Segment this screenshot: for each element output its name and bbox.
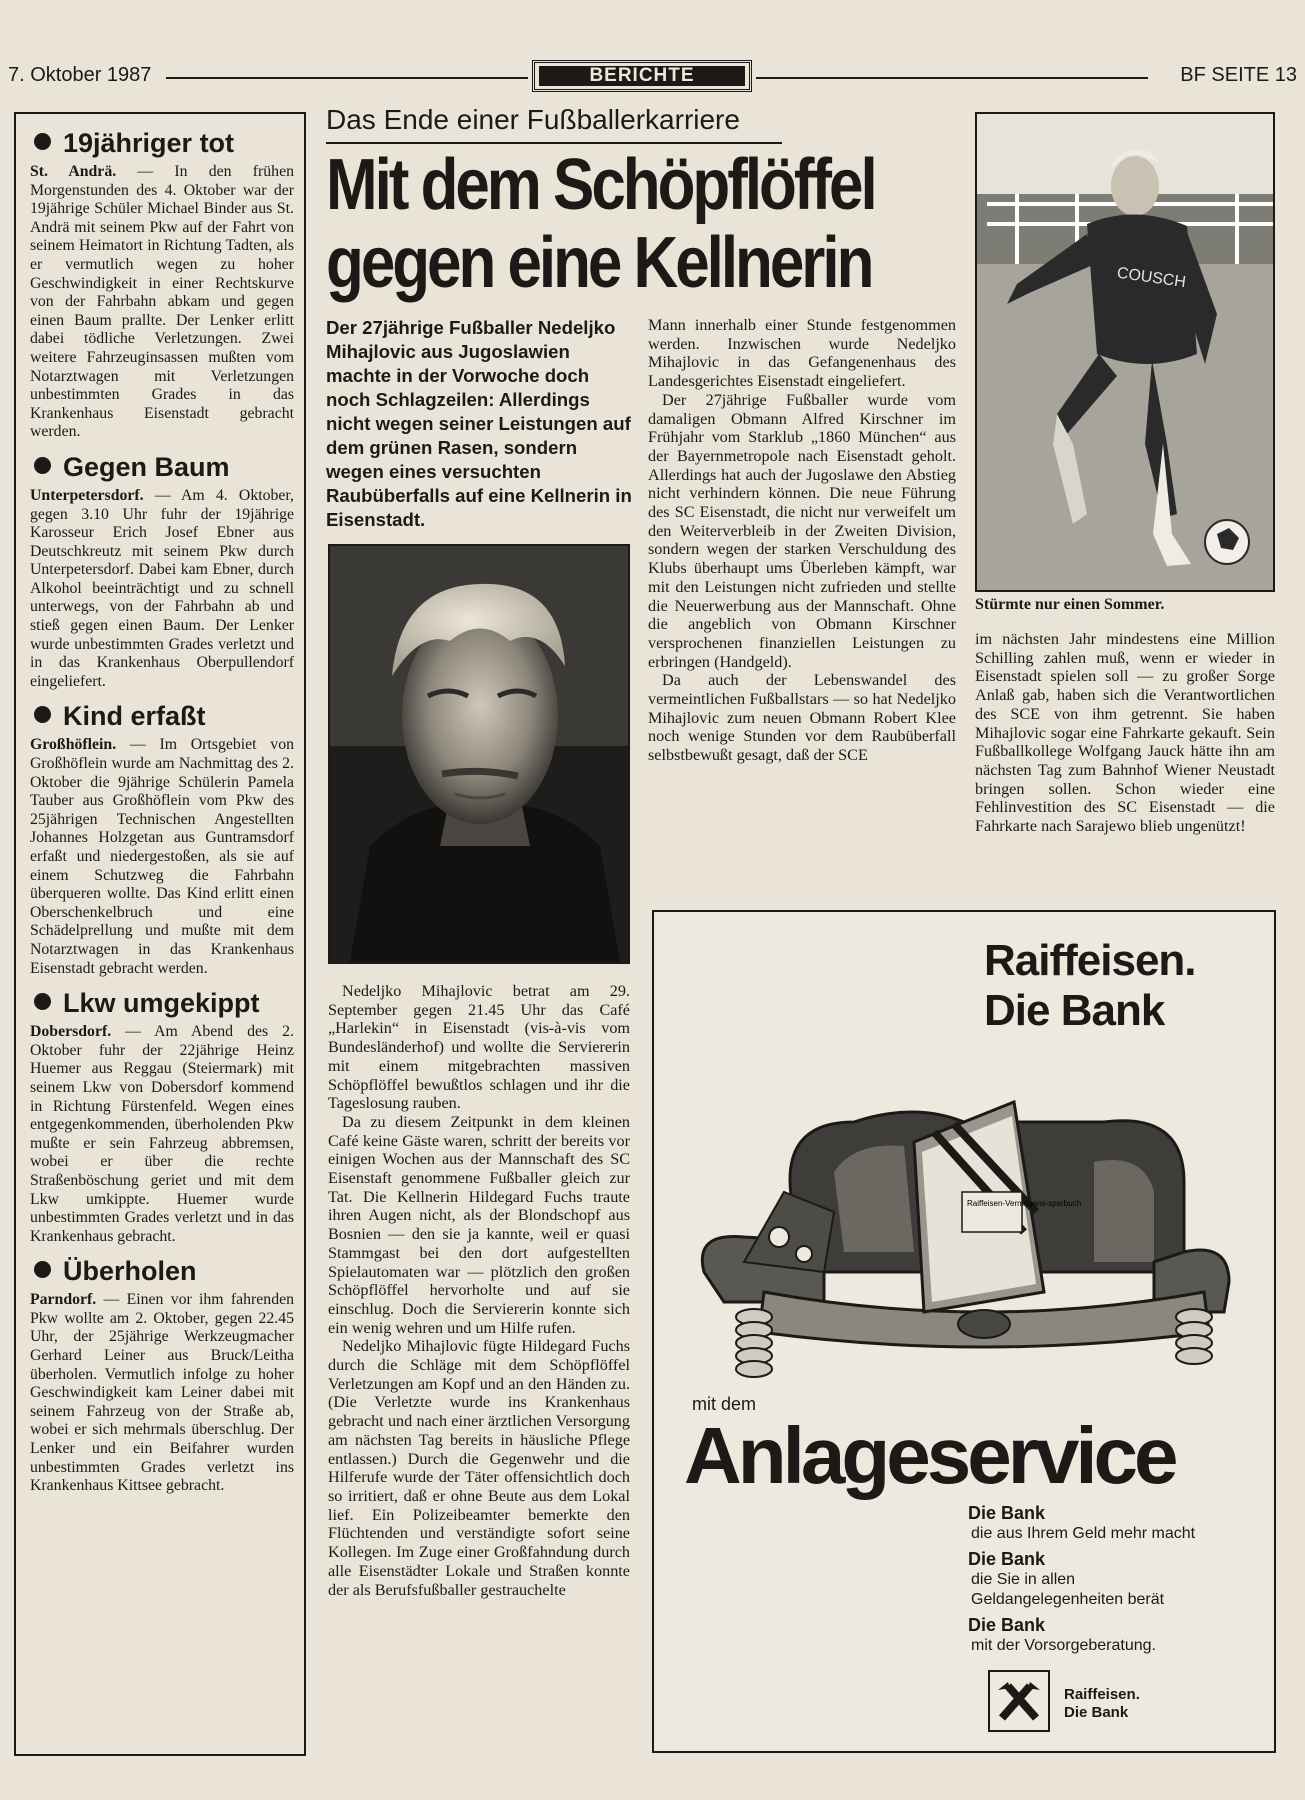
article-kicker: Das Ende einer Fußballerkarriere	[326, 104, 740, 135]
ad-brand	[984, 936, 1196, 1036]
ad-logo-line-2: Die Bank	[1064, 1704, 1129, 1721]
ad-slogan: Anlageservice	[684, 1411, 1175, 1500]
ad-benefit-text: Geldangelegenheiten berät	[971, 1591, 1165, 1608]
header-rule-left	[166, 77, 528, 79]
portrait-photo	[328, 544, 630, 964]
article-paragraph: Mann innerhalb einer Stunde festgenommen werden. Inzwischen wurde Nedeljko Mihajlovic in das Gefangenenhaus des Landesgerichtes Eisenstadt eingeliefert.	[648, 316, 956, 391]
news-item-title: Kind erfaßt	[30, 701, 294, 732]
page-number: BF SEITE 13	[1180, 64, 1297, 86]
article-paragraph: Nedeljko Mihajlovic betrat am 29. September gegen 21.45 Uhr das Café „Harlekin“ in Eisenstadt (vis-à-vis vom Bundesländerhof) und wollte die Serviererin mit einem mitgebrachten massiven Schöpflöffel bewußtlos schlagen und ihr die Tageslosung rauben.	[328, 982, 630, 1113]
bullet-icon	[34, 457, 51, 474]
armchair-illustration	[684, 1062, 1244, 1382]
issue-date: 7. Oktober 1987	[8, 64, 152, 86]
article-column-2	[648, 316, 956, 765]
news-place: St. Andrä.	[30, 163, 117, 180]
news-item-3	[30, 701, 294, 978]
ad-mit-dem: mit dem	[692, 1394, 757, 1414]
news-item-5	[30, 1256, 294, 1496]
bullet-icon	[34, 1261, 51, 1278]
ad-logo-line-1: Raiffeisen.	[1064, 1686, 1140, 1703]
svg-text:COUSCH: COUSCH	[1115, 264, 1187, 292]
article-column-1	[328, 982, 630, 1599]
news-place: Dobersdorf.	[30, 1023, 112, 1041]
article-paragraph: Nedeljko Mihajlovic fügte Hildegard Fuchs durch die Schläge mit dem Schöpflöffel Verletzungen am Kopf und an den Händen zu. (Die Verletzte wurde ins Krankenhaus gebracht und nach einer ärztlichen Versorgung am nächsten Tag bereits in häusliche Pflege entlassen.) Durch die Gegenwehr und die Hilferufe wurde der Täter offensichtlich doch so irritiert, daß er ohne Beute aus dem Lokal lief. Ein Polizeibeamter bemerkte den Flüchtenden und verständigte sofort seine Kollegen. Im Zuge einer Großfahndung durch alle Eisenstädter Lokale und Straßen konnte der als Berufsfußballer gestrauchelte	[328, 1337, 630, 1599]
bullet-icon	[34, 993, 51, 1010]
ad-benefit-text: mit der Vorsorgeberatung.	[971, 1637, 1156, 1654]
photo-caption: Stürmte nur einen Sommer.	[975, 596, 1165, 613]
ad-benefit-title: Die Bank	[968, 1549, 1046, 1569]
raiffeisen-advertisement	[652, 910, 1276, 1753]
bullet-icon	[34, 706, 51, 723]
booklet-label: Raiffeisen-Vermögens-sparbuch	[967, 1199, 1082, 1208]
news-item-text: St. Andrä. — In den frühen Morgenstunden des 4. Oktober war der 19jährige Schüler Michael Binder aus St. Andrä mit seinem Pkw auf der Fahrt von seinem Heimatort in Richtung Tadten, als er vermutlich wegen zu hoher Geschwindigkeit in einer Rechtskurve von der Fahrbahn abkam und gegen einen Baum prallte. Der Lenker erlitt dabei tödliche Verletzungen. Zwei weitere Fahrzeuginsassen mußten vom Notarztwagen mit Verletzungen unbestimmten Grades in das Krankenhaus Eisenstadt gebracht werden.	[30, 163, 294, 441]
short-news-column	[14, 112, 306, 1756]
section-label: BERICHTE	[539, 66, 745, 86]
news-item-text: Dobersdorf. — Am Abend des 2. Oktober fuhr der 22jährige Heinz Huemer aus Reggau (Steiermark) mit seinem Lkw von Dobersdorf kommend in Richtung Fürstenfeld. Wegen eines entgegenkommenden, überholenden Pkw mußte er sein Fahrzeug abbremsen, wobei er über die rechte Straßenböschung geriet und mit dem Lkw umkippte. Huemer wurde unbestimmten Grades verletzt und in das Krankenhaus gebracht.	[30, 1023, 294, 1245]
football-image	[977, 114, 1273, 590]
ad-benefit-text: die aus Ihrem Geld mehr macht	[971, 1525, 1196, 1542]
ad-brand-line-1: Raiffeisen.	[984, 936, 1196, 985]
news-item-1	[30, 128, 294, 442]
news-item-text: Unterpetersdorf. — Am 4. Oktober, gegen 3.10 Uhr fuhr der 19jährige Karosseur Erich Josef Ebner aus Deutschkreutz mit seinem Pkw durch Unterpetersdorf. Dabei kam Ebner, durch Alkohol beeinträchtigt und zu schnell unterwegs, von der Fahrbahn ab und stieß gegen einen Baum. Der Lenker wurde unbestimmten Grades verletzt und in das Krankenhaus Oberpullendorf eingeliefert.	[30, 486, 294, 690]
news-item-text: Parndorf. — Einen vor ihm fahrenden Pkw wollte am 2. Oktober, gegen 22.45 Uhr, der 25jährige Werkzeugmacher Gerhard Leiner aus Bruck/Leitha überholen. Vermutlich infolge zu hoher Geschwindigkeit kam Leiner dabei mit seinem Fahrzeug von der Straße ab, wobei er sich mehrmals überschlug. Der Lenker und ein Beifahrer wurden unbestimmten Grades verletzt ins Krankenhaus Kittsee gebracht.	[30, 1291, 294, 1495]
news-item-title: Lkw umgekippt	[30, 988, 294, 1019]
ad-logo-text	[1064, 1686, 1140, 1722]
article-paragraph: im nächsten Jahr mindestens eine Million Schilling zahlen muß, wenn er wieder in Eisenstadt spielen soll — zu großer Sorge Anlaß gab, haben sich die Verantwortlichen des SCE von ihm getrennt. Sie haben Mihajlovic sogar eine Fahrkarte gekauft. Sein Fußballkollege Wolfgang Jauck hätte ihn am nächsten Tag zum Bahnhof Wiener Neustadt bringen sollen. Schon wieder eine Fehlinvestition des SC Eisenstadt — die Fahrkarte nach Sarajewo blieb ungenützt!	[975, 630, 1275, 836]
football-action-photo	[975, 112, 1275, 592]
news-item-text: Großhöflein. — Im Ortsgebiet von Großhöflein wurde am Nachmittag des 2. Oktober die 9jährige Schülerin Pamela Tauber aus Großhöflein vom Pkw des 25jährigen Technischen Angestellten Johannes Holzgetan aus Guntramsdorf erfaßt und niedergestoßen, als sie auf einem Schutzweg die Fahrbahn überqueren wollte. Das Kind erlitt einen Oberschenkelbruch und eine Schädelprellung und mußte mit dem Notarztwagen in das Krankenhaus Eisenstadt gebracht werden.	[30, 736, 294, 977]
news-item-4	[30, 988, 294, 1246]
ad-brand-line-2: Die Bank	[984, 986, 1165, 1035]
ad-benefit-list	[968, 1502, 1195, 1660]
header-rule-right	[756, 77, 1148, 79]
headline-line-1: Mit dem Schöpflöffel	[326, 145, 875, 225]
headline-line-2: gegen eine Kellnerin	[326, 223, 872, 303]
kicker-underline	[326, 142, 782, 144]
news-item-title: 19jähriger tot	[30, 128, 294, 159]
ad-benefit-title: Die Bank	[968, 1615, 1046, 1635]
news-item-2	[30, 452, 294, 692]
raiffeisen-logo-icon	[988, 1670, 1050, 1732]
bullet-icon	[34, 133, 51, 150]
news-place: Parndorf.	[30, 1291, 97, 1309]
ad-benefit-text: die Sie in allen	[971, 1571, 1076, 1588]
portrait-image	[330, 546, 628, 962]
news-place: Unterpetersdorf.	[30, 486, 144, 504]
news-item-title: Gegen Baum	[30, 452, 294, 483]
article-headline	[326, 146, 876, 302]
news-item-title: Überholen	[30, 1256, 294, 1287]
article-paragraph: Da zu diesem Zeitpunkt in dem kleinen Café keine Gäste waren, schritt der bereits vor einigen Wochen aus der Mannschaft des SC Eisenstaft genommene Fußballer gleich zur Tat. Die Kellnerin Hildegard Fuchs traute ihren Augen nicht, als der Blondschopf aus Bosnien — den sie ja kannte, weil er quasi Stammgast bei den dort aufgestellten Spielautomaten war — plötzlich den großen Schöpflöffel hervorholte und auf sie einschlug. Doch die Serviererin konnte sich ein wenig wehren und um Hilfe rufen.	[328, 1112, 630, 1337]
ad-benefit-title: Die Bank	[968, 1503, 1046, 1523]
section-label-box	[532, 60, 752, 92]
article-column-3	[975, 630, 1275, 836]
news-place: Großhöflein.	[30, 736, 117, 754]
article-paragraph: Der 27jährige Fußballer wurde vom damaligen Obmann Alfred Kirschner im Frühjahr vom Starklub „1860 München“ aus der Bayernmetropole nach Eisenstadt geholt. Allerdings hat auch der Jugoslawe den Abstieg nicht verhindern können. Die neue Führung des SC Eisenstadt, die nicht nur verweifelt um den Weiterverbleib in der Zweiten Division, sondern wegen der starken Verschuldung des Klubs überhaupt ums Überleben kämpft, war mit den Leistungen nicht zufrieden und stellte die Neuerwerbung aus der Mannschaft. Ohne die angeblich von Obmann Kirschner versprochenen finanziellen Leistungen zu erbringen (Handgeld).	[648, 390, 956, 671]
article-lead: Der 27jährige Fußballer Nedeljko Mihajlovic aus Jugoslawien machte in der Vorwoche doch noch Schlagzeilen: Allerdings nicht wegen seiner Leistungen auf dem grünen Rasen, sondern wegen eines versuchten Raubüberfalls auf eine Kellnerin in Eisenstadt.	[326, 317, 632, 530]
article-paragraph: Da auch der Lebenswandel des vermeintlichen Fußballstars — so hat Nedeljko Mihajlovic zum neuen Obmann Robert Klee noch wenige Stunden vor dem Raubüberfall selbstbewußt gesagt, daß der SCE	[648, 671, 956, 765]
